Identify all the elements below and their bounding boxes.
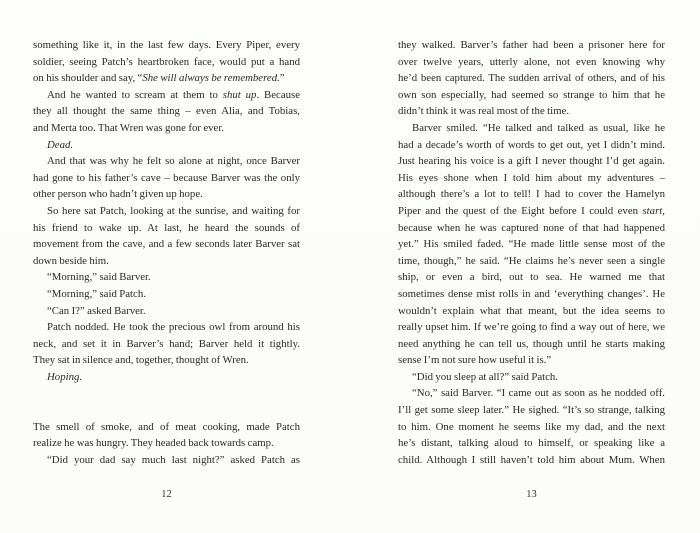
text-line: need anything he can tell us, though until he starts making (398, 337, 665, 350)
left-page-number: 12 (161, 489, 172, 500)
text-line: because when he was captured none of that had happened (398, 221, 665, 234)
text-line: had gone to his father’s cave – because Barver was the only (33, 171, 300, 184)
text-line: although there’s a lot to tell! I had to cover the Hamelyn (398, 188, 665, 201)
text-line: really upset him. If we’re going to find a way out of here, we (398, 321, 665, 334)
text-line: he’s distant, talking aloud to himself, or speaking like a (398, 437, 665, 450)
text-line: down beside him. (33, 254, 109, 267)
text-line: he’d been captured. The sudden arrival of others, and of his (398, 72, 665, 85)
text-line: and Merta too. That Wren was gone for ever. (33, 121, 225, 134)
text-line: Dead. (47, 138, 74, 151)
text-line: And that was why he felt so alone at night, once Barver (47, 155, 300, 168)
text-line: over twelve years, utterly alone, not even knowing why (398, 55, 665, 68)
text-line: to him. One moment he seems like my dad, and the next (398, 420, 665, 433)
text-line: “Morning,” said Patch. (47, 287, 146, 300)
text-line: movement from the cave, and a few seconds later Barver sat (33, 238, 300, 251)
text-line: his friend to wake up. At last, he heard the sounds of (33, 221, 300, 234)
text-line: child. Although I still haven’t told him about Mum. When (398, 453, 665, 466)
text-line: Just hearing his voice is a gift I never thought I’d get again. (398, 155, 665, 168)
text-line: they all thought the same thing – even Alia, and Tobias, (33, 105, 300, 118)
left-page-text-block (33, 37, 300, 468)
text-line: soldier, seeing Patch’s heartbroken face, would put a hand (33, 55, 300, 68)
text-line: something like it, in the last few days. Every Piper, every (33, 39, 300, 51)
text-line: I’ll get some sleep later.” He sighed. “It’s so strange, talking (398, 404, 665, 417)
text-line: So here sat Patch, looking at the sunrise, and waiting for (47, 204, 300, 217)
text-line: they walked. Barver’s father had been a prisoner here for (398, 39, 665, 51)
text-line: The smell of smoke, and of meat cooking, made Patch (33, 420, 300, 433)
text-line: own son especially, had seemed so strange to him that he (398, 88, 665, 101)
text-line: They sat in silence and, together, thought of Wren. (33, 354, 249, 367)
text-line: Patch nodded. He took the precious owl from around his (47, 321, 300, 334)
text-line: on his shoulder and say, “She will always be remembered.” (33, 72, 285, 85)
text-line: “Can I?” asked Barver. (47, 304, 146, 317)
text-line: Barver smiled. “He talked and talked as usual, like he (412, 121, 665, 134)
text-line: other person who hadn’t given up hope. (33, 188, 203, 201)
text-line: And he wanted to scream at them to shut up. Because (47, 88, 301, 101)
text-line: yet.” His smiled faded. “He made little sense most of the (398, 238, 665, 251)
text-line: “No,” said Barver. “I came out as soon as he nodded off. (412, 387, 665, 400)
text-line: ship, or even a bird, out to sea. He warned me that (398, 271, 665, 284)
section-break (33, 385, 300, 418)
text-line: had a decade’s worth of words to get out, yet I didn’t mind. (398, 138, 665, 151)
text-line: “Did you sleep at all?” said Patch. (412, 370, 559, 383)
text-line: realize he was hungry. They headed back towards camp. (33, 437, 274, 450)
text-line: wouldn’t explain what that meant, but the idea seems to (398, 304, 665, 317)
text-line: His eyes shone when I told him about my adventures – (398, 171, 665, 184)
text-line: “Morning,” said Barver. (47, 271, 151, 284)
right-page-number: 13 (526, 489, 537, 500)
text-line: “Did your dad say much last night?” asked Patch as (47, 453, 300, 466)
text-line: sometimes dense mist rolls in and ‘everything changes’. He (398, 287, 665, 300)
text-line: time, though,” he said. “He claims he’s never seen a single (398, 254, 665, 267)
text-line: sense I’m not sure how useful it is.” (398, 354, 552, 367)
right-page-text-block (398, 37, 665, 468)
text-line: Piper and the quest of the Eight before I could even start, (398, 204, 665, 217)
text-line: Hoping. (47, 370, 83, 383)
text-line: neck, and set it in Barver’s hand; Barver held it tightly. (33, 337, 300, 350)
text-line: didn’t think it was real most of the time. (398, 105, 570, 118)
